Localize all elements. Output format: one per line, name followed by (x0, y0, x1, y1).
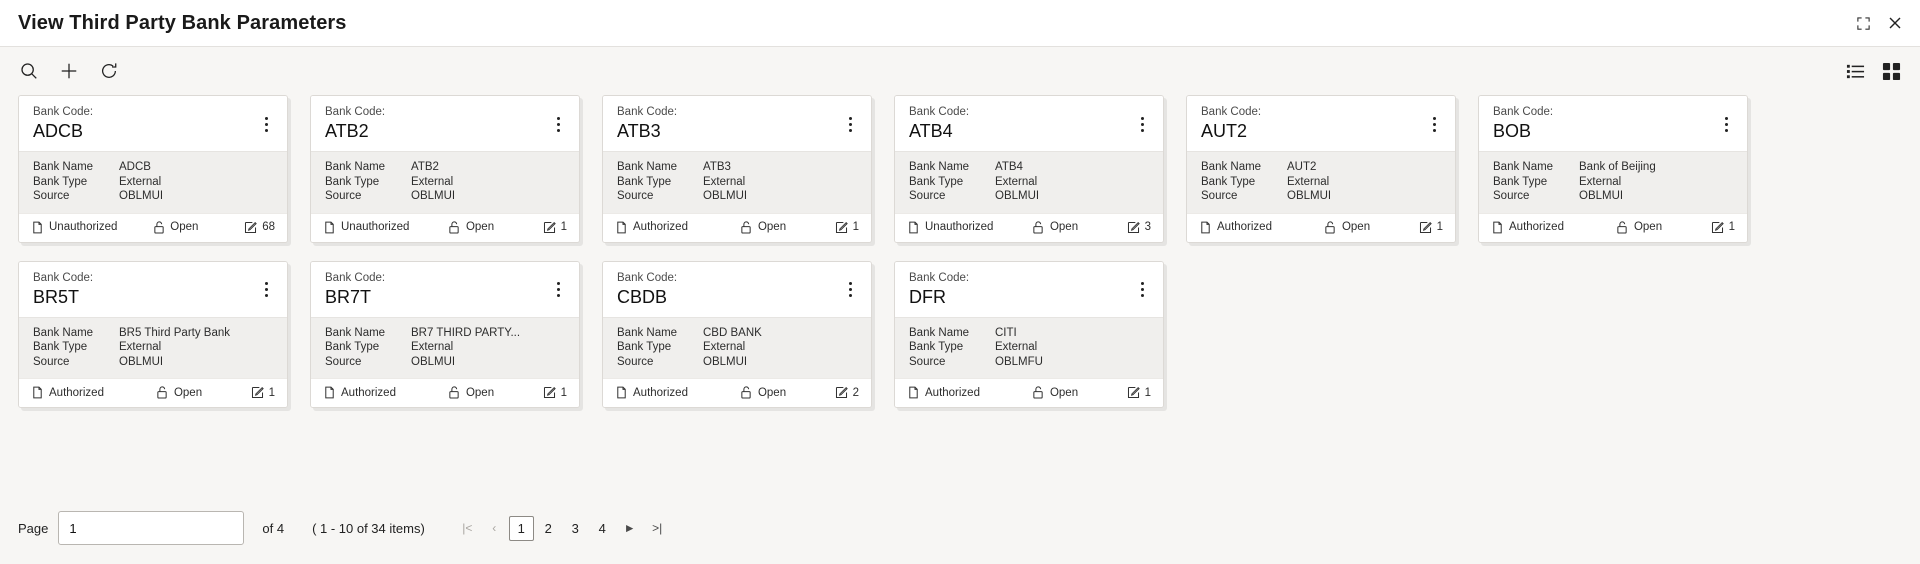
bank-code-value: CBDB (617, 286, 668, 307)
source-value: OBLMFU (995, 355, 1043, 368)
source-label: Source (909, 190, 946, 202)
page-input[interactable] (58, 511, 244, 545)
authorized-icon (615, 221, 628, 234)
lock-open-icon (448, 386, 461, 399)
card-menu-icon[interactable] (257, 277, 275, 303)
edit-icon (543, 221, 556, 234)
bank-card-footer (311, 213, 579, 242)
status-badge (323, 386, 440, 399)
bank-type-label: Bank Type (1493, 175, 1548, 188)
source-label: Source (325, 190, 362, 202)
bank-code-label: Bank Code: (325, 271, 386, 284)
unauthorized-icon (907, 221, 920, 234)
bank-card-title-group (617, 105, 841, 143)
record-state-text: Open (1049, 386, 1079, 399)
bank-card-header (895, 262, 1163, 317)
bank-type-value: External (995, 341, 1038, 353)
bank-card-field-values (411, 326, 565, 370)
bank-card-footer (895, 213, 1163, 242)
edit-icon (251, 386, 264, 399)
record-state-badge (152, 221, 236, 234)
close-icon[interactable] (1886, 14, 1904, 32)
bank-card-field-values (1287, 160, 1441, 204)
card-menu-icon[interactable] (1425, 111, 1443, 137)
bank-code-value: ATB4 (909, 121, 953, 141)
pagination-controls (455, 516, 670, 541)
bank-type-value: External (1287, 175, 1330, 188)
record-state-badge (448, 221, 535, 234)
modification-count (1127, 386, 1151, 399)
bank-name-label: Bank Name (1201, 161, 1262, 173)
bank-name-value: AUT2 (1287, 161, 1317, 173)
authorized-icon (907, 386, 920, 399)
bank-type-label: Bank Type (33, 175, 88, 188)
modification-count-text: 1 (852, 221, 859, 233)
record-state-badge (1032, 386, 1119, 399)
bank-name-value: ADCB (119, 161, 151, 173)
modification-count (835, 221, 859, 234)
status-text: Authorized (341, 386, 396, 399)
page-number-button[interactable]: 2 (536, 516, 561, 541)
authorized-icon (323, 386, 336, 399)
lock-open-icon (1032, 386, 1045, 399)
bank-type-value: External (1579, 175, 1622, 188)
page-label: Page (18, 520, 49, 536)
bank-card-body (603, 151, 871, 213)
minimize-icon[interactable] (1854, 14, 1872, 32)
page-title: View Third Party Bank Parameters (18, 11, 347, 34)
modification-count (1419, 221, 1443, 234)
source-label: Source (325, 355, 362, 368)
bank-card-body (1187, 151, 1455, 213)
lock-open-icon (1324, 221, 1337, 234)
lock-open-icon (156, 386, 169, 399)
record-state-badge (1032, 221, 1119, 234)
bank-card-body (603, 317, 871, 379)
source-label: Source (1201, 190, 1238, 202)
edit-icon (1711, 221, 1724, 234)
status-badge (323, 221, 440, 234)
bank-card-header (311, 96, 579, 151)
bank-card-field-values (995, 326, 1149, 370)
bank-card-footer (603, 378, 871, 407)
bank-card-title-group (33, 271, 257, 309)
bank-code-value: BR7T (325, 286, 372, 307)
authorized-icon (1199, 221, 1212, 234)
bank-card-field-values (703, 326, 857, 370)
status-text: Authorized (1509, 221, 1564, 233)
bank-card-field-labels (909, 326, 995, 370)
bank-card-footer (19, 378, 287, 407)
bank-card-title-group (617, 271, 841, 309)
bank-card-header (311, 262, 579, 317)
bank-card-body (895, 317, 1163, 379)
authorized-icon (1491, 221, 1504, 234)
record-state-text: Open (757, 386, 787, 399)
bank-name-value: Bank of Beijing (1579, 161, 1656, 173)
bank-card-field-labels (1493, 160, 1579, 204)
modification-count-text: 3 (1144, 221, 1151, 233)
status-text: Authorized (49, 386, 104, 399)
bank-name-value: BR7 THIRD PARTY... (411, 326, 521, 339)
bank-card[interactable] (894, 95, 1164, 243)
bank-card-body (19, 151, 287, 213)
source-value: OBLMUI (119, 355, 164, 368)
pagination-bar (0, 492, 1920, 564)
lock-open-icon (740, 386, 753, 399)
bank-card-footer (895, 378, 1163, 407)
bank-code-value: DFR (909, 286, 946, 307)
status-text: Unauthorized (49, 221, 118, 233)
card-menu-icon[interactable] (841, 277, 859, 303)
bank-type-label: Bank Type (1201, 175, 1256, 188)
record-state-text: Open (1049, 221, 1079, 233)
source-label: Source (1493, 190, 1530, 202)
bank-code-label: Bank Code: (617, 106, 678, 118)
edit-icon (835, 221, 848, 234)
source-label: Source (617, 355, 654, 368)
bank-type-value: External (411, 341, 454, 353)
bank-code-value: AUT2 (1201, 121, 1248, 141)
bank-card-field-labels (617, 326, 703, 370)
record-state-text: Open (465, 221, 495, 233)
bank-code-value: ATB3 (617, 121, 661, 141)
modification-count-text: 1 (268, 386, 275, 399)
modification-count (543, 386, 567, 399)
window-controls (1854, 14, 1904, 32)
lock-open-icon (1616, 221, 1629, 234)
lock-open-icon (152, 221, 165, 234)
status-badge (1491, 221, 1608, 234)
bank-type-value: External (119, 175, 162, 188)
bank-card-field-values (703, 160, 857, 204)
search-icon[interactable] (18, 60, 40, 82)
authorized-icon (31, 386, 44, 399)
lock-open-icon (740, 221, 753, 234)
status-badge (907, 386, 1024, 399)
bank-name-label: Bank Name (909, 326, 970, 339)
bank-code-label: Bank Code: (33, 271, 94, 284)
modification-count-text: 2 (852, 386, 859, 399)
bank-card-title-group (909, 105, 1133, 143)
first-page-button[interactable]: |< (455, 516, 480, 541)
bank-card-header (1187, 96, 1455, 151)
prev-page-button[interactable]: ‹ (482, 516, 507, 541)
source-value: OBLMUI (1579, 190, 1624, 202)
bank-card-field-labels (617, 160, 703, 204)
bank-type-label: Bank Type (325, 175, 380, 188)
modification-count (543, 221, 567, 234)
bank-type-label: Bank Type (325, 341, 380, 353)
bank-card-field-labels (33, 326, 119, 370)
status-badge (615, 221, 732, 234)
bank-card-field-labels (325, 160, 411, 204)
bank-code-value: ATB2 (325, 121, 369, 141)
bank-card-footer (603, 213, 871, 242)
status-badge (31, 386, 148, 399)
bank-card[interactable] (310, 95, 580, 243)
plus-icon[interactable] (58, 60, 80, 82)
source-value: OBLMUI (119, 190, 164, 202)
status-badge (907, 221, 1024, 234)
bank-card-title-group (1201, 105, 1425, 143)
source-label: Source (33, 190, 70, 202)
modification-count-text: 1 (1728, 221, 1735, 233)
modification-count-text: 1 (1436, 221, 1443, 233)
source-value: OBLMUI (703, 355, 748, 368)
status-text: Authorized (633, 386, 688, 399)
bank-type-label: Bank Type (33, 341, 88, 353)
record-state-text: Open (173, 386, 203, 399)
list-view-icon[interactable] (1844, 60, 1866, 82)
page-number-button[interactable]: 3 (563, 516, 588, 541)
bank-code-label: Bank Code: (909, 106, 970, 118)
page-number-button[interactable]: 1 (509, 516, 534, 541)
bank-card-header (19, 96, 287, 151)
bank-card[interactable] (1186, 95, 1456, 243)
status-text: Unauthorized (925, 221, 994, 233)
toolbar-right-group (1844, 60, 1902, 82)
edit-icon (1419, 221, 1432, 234)
bank-name-label: Bank Name (33, 326, 94, 339)
bank-parameter-card-grid (0, 95, 1920, 408)
source-value: OBLMUI (703, 190, 748, 202)
modification-count-text: 1 (1144, 386, 1151, 399)
card-menu-icon[interactable] (549, 111, 567, 137)
record-state-text: Open (757, 221, 787, 233)
modification-count (251, 386, 275, 399)
grid-view-icon[interactable] (1880, 60, 1902, 82)
card-menu-icon[interactable] (549, 277, 567, 303)
bank-card-footer (311, 378, 579, 407)
bank-card-field-values (1579, 160, 1733, 204)
bank-card-field-values (411, 160, 565, 204)
status-badge (31, 221, 144, 234)
bank-card-header (895, 96, 1163, 151)
bank-card-title-group (33, 105, 257, 143)
bank-name-value: BR5 Third Party Bank (119, 326, 231, 339)
bank-code-label: Bank Code: (1201, 106, 1262, 118)
bank-card-body (895, 151, 1163, 213)
bank-card-footer (1187, 213, 1455, 242)
source-label: Source (617, 190, 654, 202)
bank-code-value: BR5T (33, 286, 80, 307)
source-label: Source (909, 355, 946, 368)
bank-card[interactable] (310, 261, 580, 409)
bank-card-body (19, 317, 287, 379)
bank-code-label: Bank Code: (909, 271, 970, 284)
bank-type-value: External (411, 175, 454, 188)
toolbar-left-group (18, 60, 120, 82)
bank-card[interactable] (602, 95, 872, 243)
bank-type-label: Bank Type (617, 341, 672, 353)
bank-name-value: CBD BANK (703, 326, 762, 339)
bank-name-label: Bank Name (909, 161, 970, 173)
bank-card-field-values (119, 160, 273, 204)
bank-name-label: Bank Name (617, 161, 678, 173)
bank-code-label: Bank Code: (325, 106, 386, 118)
bank-card[interactable] (602, 261, 872, 409)
bank-card[interactable] (18, 261, 288, 409)
status-text: Authorized (925, 386, 980, 399)
record-state-text: Open (1341, 221, 1371, 233)
bank-card-field-labels (33, 160, 119, 204)
bank-card-title-group (909, 271, 1133, 309)
card-menu-icon[interactable] (257, 111, 275, 137)
status-badge (1199, 221, 1316, 234)
bank-name-label: Bank Name (33, 161, 94, 173)
source-label: Source (33, 355, 70, 368)
bank-name-label: Bank Name (325, 161, 386, 173)
bank-card-body (311, 151, 579, 213)
bank-type-value: External (703, 175, 746, 188)
edit-icon (1127, 221, 1140, 234)
record-state-badge (448, 386, 535, 399)
bank-type-value: External (119, 341, 162, 353)
card-menu-icon[interactable] (1133, 111, 1151, 137)
bank-type-label: Bank Type (909, 341, 964, 353)
page-number-button[interactable]: 4 (590, 516, 615, 541)
bank-card[interactable] (1478, 95, 1748, 243)
status-text: Unauthorized (341, 221, 410, 233)
bank-card-field-labels (325, 326, 411, 370)
items-range-label: ( 1 - 10 of 34 items) (312, 520, 425, 536)
bank-code-value: ADCB (33, 121, 84, 141)
toolbar (0, 47, 1920, 95)
bank-name-label: Bank Name (1493, 161, 1554, 173)
bank-card-header (603, 96, 871, 151)
refresh-icon[interactable] (98, 60, 120, 82)
unauthorized-icon (31, 221, 44, 234)
bank-card-header (1479, 96, 1747, 151)
edit-icon (543, 386, 556, 399)
bank-card-body (311, 317, 579, 379)
bank-card-field-values (995, 160, 1149, 204)
bank-code-value: BOB (1493, 121, 1532, 141)
modification-count (835, 386, 859, 399)
record-state-text: Open (465, 386, 495, 399)
bank-card-header (603, 262, 871, 317)
edit-icon (835, 386, 848, 399)
bank-card[interactable] (18, 95, 288, 243)
bank-name-label: Bank Name (617, 326, 678, 339)
record-state-text: Open (1633, 221, 1663, 233)
bank-card-field-labels (909, 160, 995, 204)
card-menu-icon[interactable] (1133, 277, 1151, 303)
status-text: Authorized (1217, 221, 1272, 233)
modification-count-text: 1 (560, 386, 567, 399)
authorized-icon (615, 386, 628, 399)
lock-open-icon (448, 221, 461, 234)
modification-count (244, 221, 275, 234)
edit-icon (1127, 386, 1140, 399)
bank-card-body (1479, 151, 1747, 213)
bank-card[interactable] (894, 261, 1164, 409)
bank-type-label: Bank Type (909, 175, 964, 188)
bank-name-value: ATB4 (995, 161, 1023, 173)
status-badge (615, 386, 732, 399)
source-value: OBLMUI (1287, 190, 1332, 202)
source-value: OBLMUI (411, 355, 456, 368)
bank-code-label: Bank Code: (33, 106, 94, 118)
record-state-text: Open (170, 221, 199, 233)
record-state-badge (740, 386, 827, 399)
modification-count (1711, 221, 1735, 234)
bank-card-header (19, 262, 287, 317)
bank-type-value: External (703, 341, 746, 353)
next-page-button[interactable]: ► (617, 516, 643, 541)
modification-count-text: 68 (262, 221, 275, 233)
card-menu-icon[interactable] (841, 111, 859, 137)
bank-card-title-group (325, 271, 549, 309)
bank-card-title-group (325, 105, 549, 143)
record-state-badge (1324, 221, 1411, 234)
status-text: Authorized (633, 221, 688, 233)
page-total-label: of 4 (262, 520, 285, 536)
bank-card-field-labels (1201, 160, 1287, 204)
bank-name-value: ATB3 (703, 161, 731, 173)
record-state-badge (740, 221, 827, 234)
modification-count-text: 1 (560, 221, 567, 233)
edit-icon (244, 221, 257, 234)
bank-type-label: Bank Type (617, 175, 672, 188)
card-menu-icon[interactable] (1717, 111, 1735, 137)
unauthorized-icon (323, 221, 336, 234)
bank-card-title-group (1493, 105, 1717, 143)
record-state-badge (1616, 221, 1703, 234)
record-state-badge (156, 386, 243, 399)
bank-code-label: Bank Code: (617, 271, 678, 284)
bank-card-footer (19, 213, 287, 242)
bank-card-footer (1479, 213, 1747, 242)
source-value: OBLMUI (411, 190, 456, 202)
lock-open-icon (1032, 221, 1045, 234)
modification-count (1127, 221, 1151, 234)
bank-card-field-values (119, 326, 273, 370)
bank-name-value: ATB2 (411, 161, 439, 173)
last-page-button[interactable]: >| (645, 516, 670, 541)
bank-name-label: Bank Name (325, 326, 386, 339)
bank-type-value: External (995, 175, 1038, 188)
source-value: OBLMUI (995, 190, 1040, 202)
title-bar (0, 0, 1920, 47)
bank-name-value: CITI (995, 326, 1017, 339)
bank-code-label: Bank Code: (1493, 106, 1554, 118)
